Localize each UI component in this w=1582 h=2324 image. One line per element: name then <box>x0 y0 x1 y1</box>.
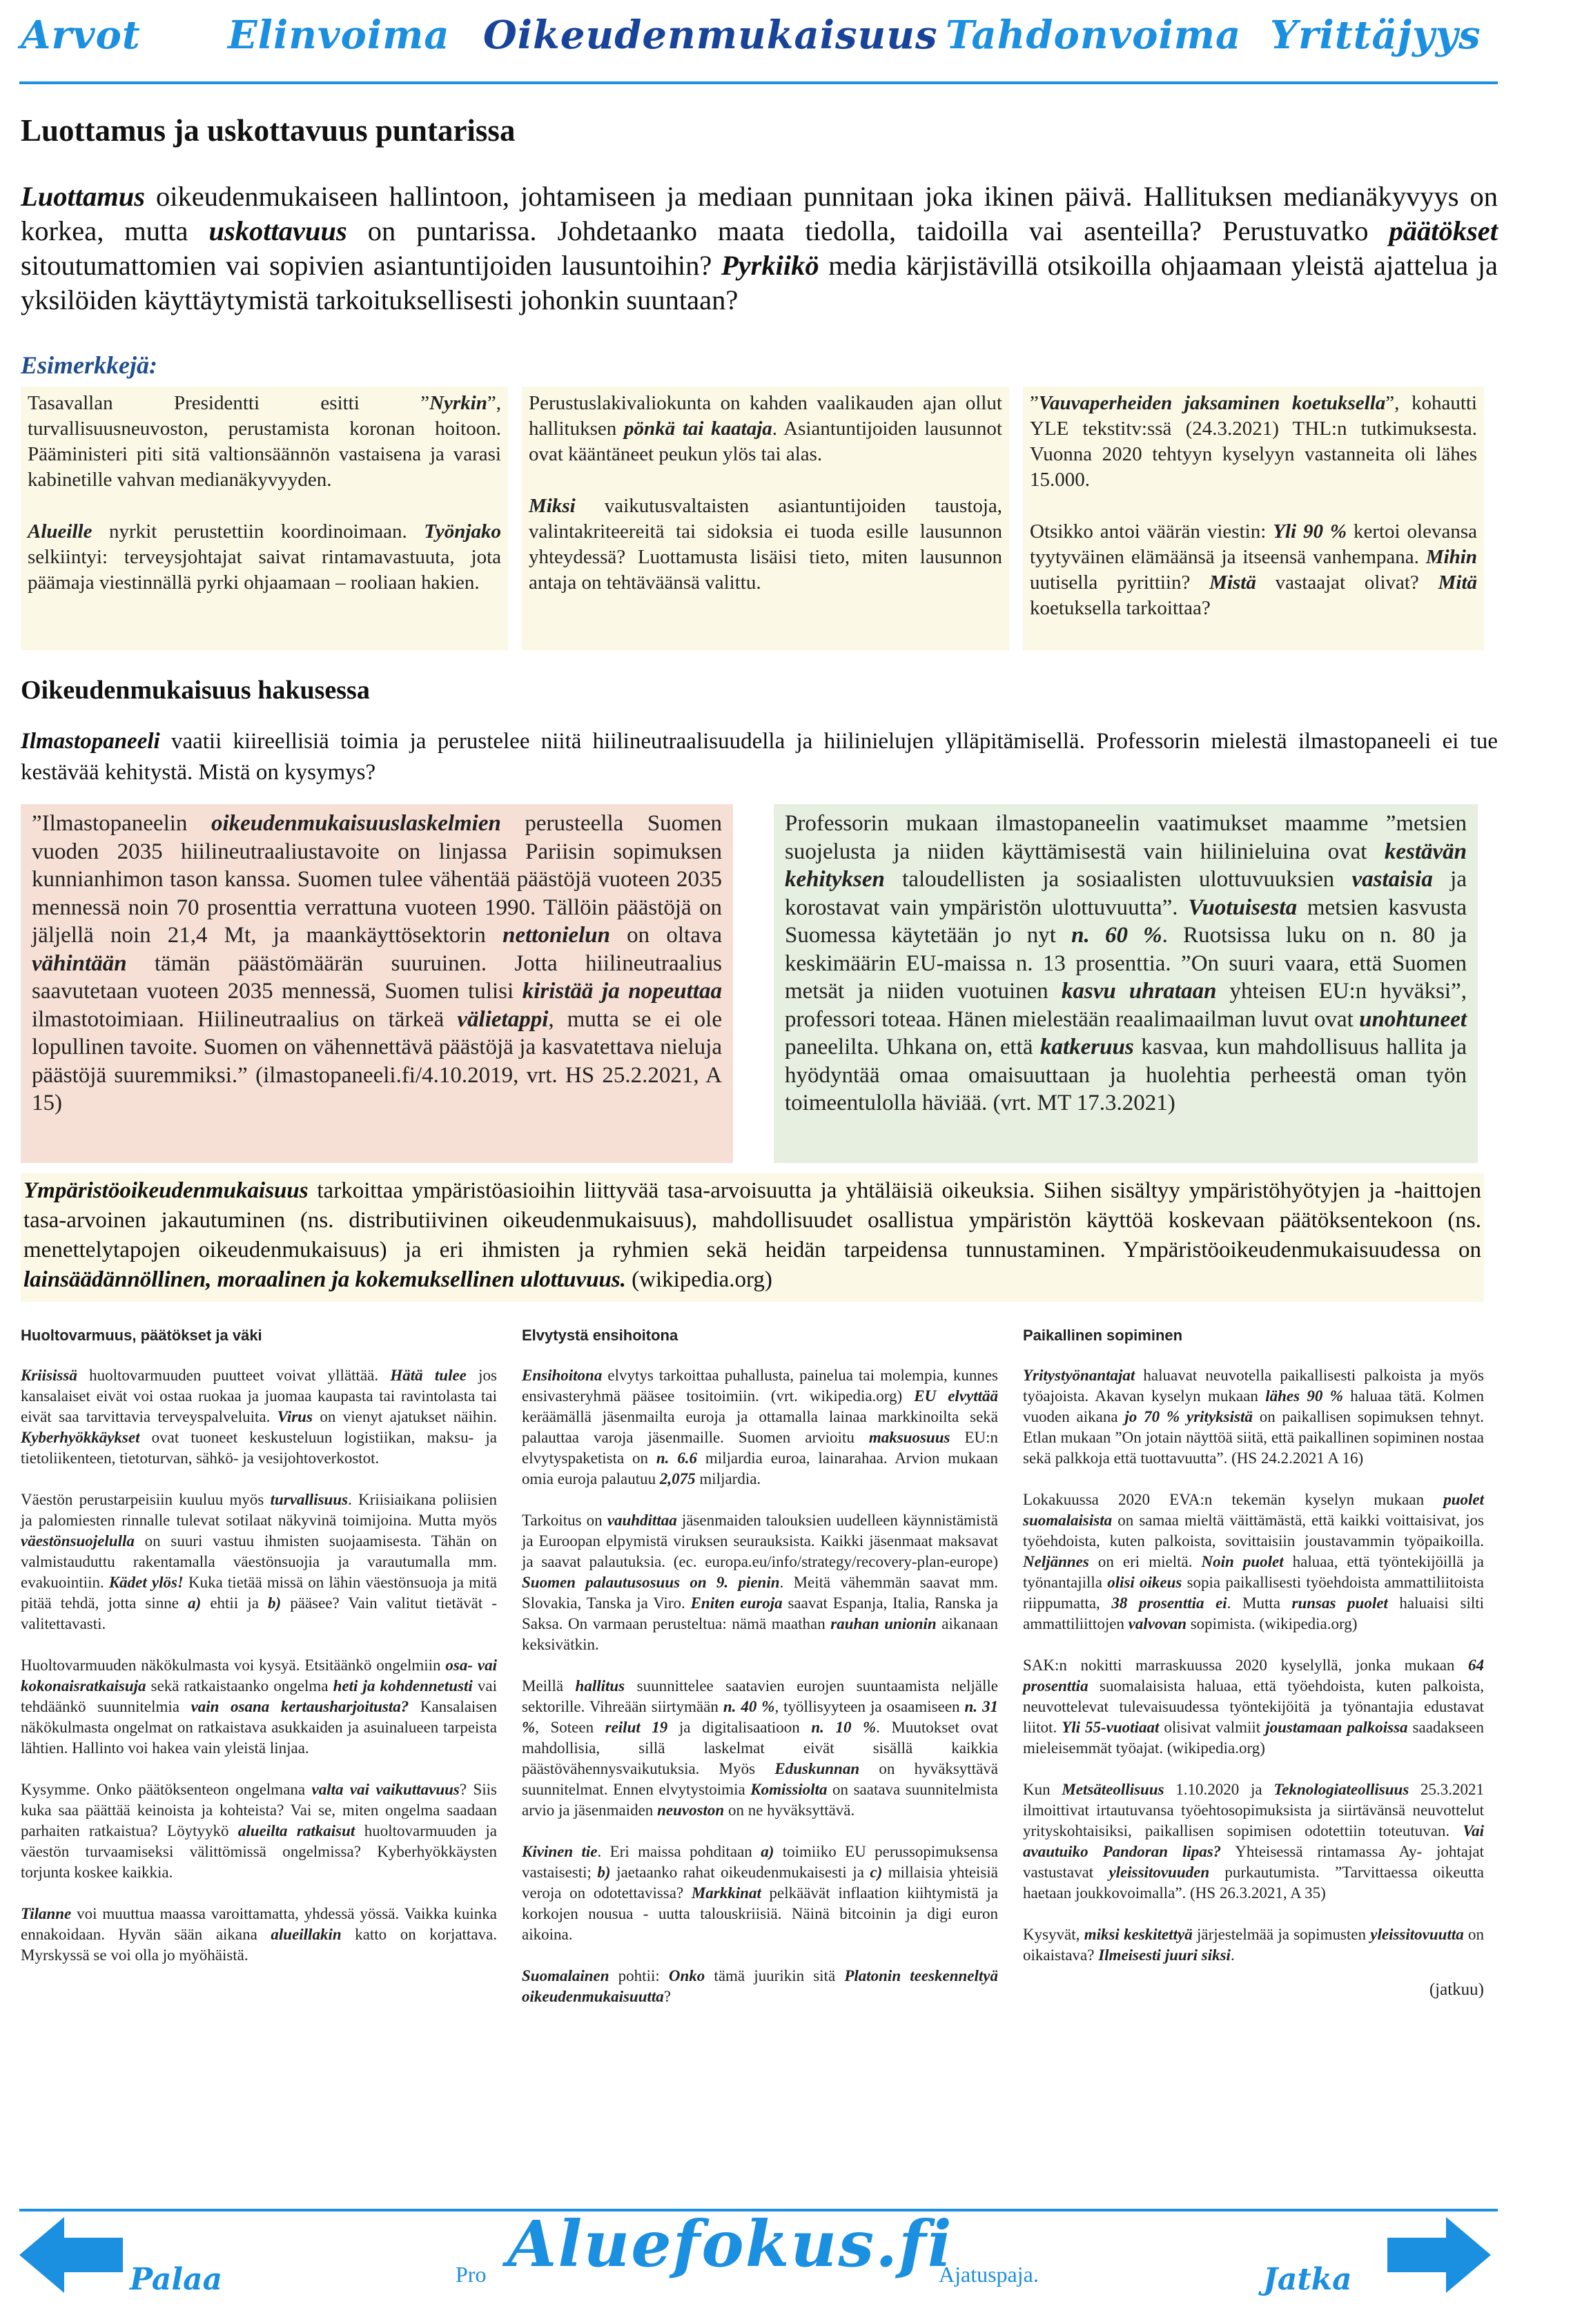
emphasis: uskottavuus <box>208 215 347 246</box>
paragraph: Otsikko antoi väärän viestin: Yli 90 % kertoi olevansa tyytyväinen elämäänsä ja itseensä vanhempana. Mihin uutisella pyrittiin? Mistä vastaajat olivat? Mitä koetuksella tarkoittaa? <box>1030 520 1478 619</box>
emphasis: Teknologiateollisuus <box>1273 1781 1409 1798</box>
emphasis: Vai avautuiko Pandoran lipas? <box>1023 1822 1484 1860</box>
emphasis: Miksi <box>529 495 576 517</box>
paragraph: Miksi vaikutusvaltaisten asiantuntijoiden taustoja, valintakriteereitä tai sidoksia ei tuoda esille lausunnon yhteydessä? Luottamusta lisäisi tieto, miten lausunnon antaja on tehtäväänsä valittu. <box>529 495 1002 594</box>
paragraph: Yritystyönantajat haluavat neuvotella paikallisesti palkoista ja myös työajoista. Akavan kyselyn mukaan lähes 90 % haluaa tätä. Kolmen vuoden aikana jo 70 % yrityksistä on paikallisen sopimuksen tehnyt. Etlan mukaan ”On jotain näyttöä siitä, että paikallinen sopiminen nostaa sekä palkkoja että tuottavuutta”. (HS 24.2.2021 A 16) <box>1023 1367 1485 1467</box>
emphasis: Neljännes <box>1023 1553 1089 1570</box>
paragraph: Kun Metsäteollisuus 1.10.2020 ja Teknologiateollisuus 25.3.2021 ilmoittivat irtautuvansa työehtosopimuksista ja siirtävänsä neuvottelut yrityskohtaisiksi, paikallisen sopimisen odotettiin toteutuvan. Vai avautuiko Pandoran lipas? Yhteisessä rintamassa Ay- johtajat vastustavat yleissitovuuden purkautumista. ”Tarvittaessa oikeutta haetaan joukkovoimalla”. (HS 26.3.2021, A 35) <box>1023 1781 1484 1902</box>
column-title: Paikallinen sopiminen <box>1023 1327 1183 1344</box>
emphasis: neuvoston <box>657 1801 725 1819</box>
emphasis: Yritystyönantajat <box>1023 1367 1135 1384</box>
bottom-column-1 <box>21 1325 497 1986</box>
emphasis: a) <box>188 1594 202 1612</box>
brand-logo: Aluefokus.fi <box>507 2207 953 2281</box>
emphasis: Alueille <box>28 520 92 543</box>
emphasis: Hätä tulee <box>390 1367 467 1384</box>
emphasis: Mistä <box>1209 572 1256 594</box>
emphasis: Onko <box>668 1967 705 1984</box>
column-title: Huoltovarmuus, päätökset ja väki <box>21 1327 262 1344</box>
arrow-left-icon <box>19 2217 123 2293</box>
emphasis: turvallisuus <box>270 1491 349 1508</box>
emphasis: osa- vai kokonaisratkaisuja <box>21 1657 497 1695</box>
emphasis: Eniten euroja <box>690 1594 783 1612</box>
emphasis: hallitus <box>575 1677 625 1695</box>
paragraph: Perustuslakivaliokunta on kahden vaalikauden ajan ollut hallituksen pönkä tai kaataja. Asiantuntijoiden lausunnot ovat kääntäneet peukun ylös tai alas. <box>529 392 1002 465</box>
emphasis: Tilanne <box>21 1905 72 1922</box>
emphasis: lähes 90 % <box>1265 1387 1343 1405</box>
emphasis: runsas puolet <box>1291 1594 1388 1612</box>
emphasis: b) <box>597 1864 611 1881</box>
paragraph: Meillä hallitus suunnittelee saatavien eurojen suuntaamista neljälle sektorille. Vihreään siirtymään n. 40 %, työllisyyteen ja osaamiseen n. 31 %, Soteen reilut 19 ja digitalisaatioon n. 10 %. Muutokset ovat mahdollisia, sillä laskelmat eivät sisällä kaikkia päästövähennysvaikutuksia. Myös Eduskunnan on hyväksyttävä suunnitelmat. Ennen elvytystoimia Komissiolta on saatava suunnitelmista arvio ja jäsenmaiden neuvoston on ne hyväksyttävä. <box>522 1677 999 1819</box>
emphasis: a) <box>761 1843 774 1860</box>
emphasis: vähintään <box>32 950 127 976</box>
bottom-column-3 <box>1023 1325 1484 2000</box>
emphasis: oikeudenmukaisuuslaskelmien <box>211 811 501 836</box>
paragraph: Lokakuussa 2020 EVA:n tekemän kyselyn mukaan puolet suomalaisista on samaa mieltä väittämästä, että kaikki voittaisivat, jos työehdoista, kuten palkoista, sovittaisiin joustavammin työpaikoilla. Neljännes on eri mieltä. Noin puolet haluaa, että työntekijöillä ja työnantajilla olisi oikeus sopia paikallisesti työehdoista ammattiliitoista riippumatta, 38 prosenttia ei. Mutta runsas puolet haluaisi silti ammattiliittojen valvovan sopimista. (wikipedia.org) <box>1023 1491 1485 1632</box>
emphasis: Metsäteollisuus <box>1062 1781 1164 1798</box>
emphasis: Suomalainen <box>522 1967 609 1984</box>
emphasis: yleissitovuutta <box>1370 1926 1464 1943</box>
examples-heading: Esimerkkejä: <box>21 351 157 379</box>
paragraph: ”Vauvaperheiden jaksaminen koetuksella”, kohautti YLE tekstitv:ssä (24.3.2021) THL:n tutkimuksesta. Vuonna 2020 tehtyyn kyselyyn vastanneita oli lähes 15.000. <box>1030 392 1477 491</box>
emphasis: maksuosuus <box>868 1429 950 1446</box>
emphasis: alueilta ratkaisut <box>237 1822 355 1839</box>
emphasis: lainsäädännöllinen, moraalinen ja kokemuksellinen ulottuvuus. <box>23 1267 626 1292</box>
emphasis: Työnjako <box>424 520 501 543</box>
column-body <box>21 1365 497 1966</box>
emphasis: Yli 90 % <box>1273 520 1347 543</box>
environmental-justice-box: Ympäristöoikeudenmukaisuus tarkoittaa ympäristöasioihin liittyvää tasa-arvoisuutta ja yhtäläisiä oikeuksia. Siihen sisältyy ympäristöhyötyjen ja -haittojen tasa-arvoinen jakautuminen (ns. distributiivinen oikeudenmukaisuus), mahdollisuudet osallistua ympäristön käyttöä koskevaan päätöksentekoon (ns. menettelytapojen oikeudenmukaisuus) ja eri ihmisten ja ryhmien sekä heidän tarpeidensa tunnustaminen. Ympäristöoikeudenmukaisuudessa on lainsäädännöllinen, moraalinen ja kokemuksellinen ulottuvuus. (wikipedia.org) <box>21 1173 1484 1302</box>
emphasis: väestönsuojelulla <box>21 1532 135 1550</box>
emphasis: heti ja kohdennetusti <box>333 1677 473 1695</box>
emphasis: n. 60 % <box>1071 923 1162 948</box>
emphasis: Eduskunnan <box>774 1760 860 1777</box>
quote-box-ilmastopaneeli: ”Ilmastopaneelin oikeudenmukaisuuslaskelmien perusteella Suomen vuoden 2035 hiilineutraaliustavoite on linjassa Pariisin sopimuksen kunnianhimon tason kanssa. Suomen tulee vähentää päästöjä vuoteen 2035 mennessä noin 70 prosenttia verrattuna vuoteen 1990. Tällöin päästöjä on jäljellä noin 21,4 Mt, ja maankäyttösektorin nettonielun on oltava vähintään tämän päästömäärän suuruinen. Jotta hiilineutraalius saavutetaan vuoteen 2035 mennessä, Suomen tulisi kiristää ja nopeuttaa ilmastotoimiaan. Hiilineutraalius on tärkeä välietappi, mutta se ei ole lopullinen tavoite. Suomen on vähennettävä päästöjä ja kasvatettava nieluja päästöjä suuremmiksi.” (ilmastopaneeli.fi/4.10.2019, vrt. HS 25.2.2021, A 15) <box>21 804 733 1163</box>
emphasis: vastaisia <box>1351 867 1433 892</box>
example-column-2 <box>522 387 1009 650</box>
emphasis: Markkinat <box>691 1884 761 1902</box>
emphasis: valvovan <box>1128 1615 1186 1632</box>
emphasis: Noin puolet <box>1201 1553 1284 1570</box>
emphasis: valta vai vaikuttavuus <box>311 1781 460 1798</box>
emphasis: Kivinen tie <box>522 1843 598 1860</box>
emphasis: n. 6.6 <box>656 1449 698 1467</box>
paragraph: Ensihoitona elvytys tarkoittaa puhallusta, painelua tai molempia, kunnes ensivasteryhmä pääsee tositoimiin. (vrt. wikipedia.org) EU elvyttää keräämällä jäsenmailta euroja ja ottamalla lainaa markkinoilta sekä palauttaa varoja jäsenmaille. Suomen arvioitu maksuosuus EU:n elvytyspaketista on n. 6.6 miljardia euroa, lainarahaa. Arvion mukaan omia euroja palautuu 2,075 miljardia. <box>522 1367 999 1487</box>
emphasis: b) <box>268 1594 282 1612</box>
paragraph: Väestön perustarpeisiin kuuluu myös turvallisuus. Kriisiaikana poliisien ja palomiesten rinnalle tulevat sotilaat näkyvinä toimijoina. Mutta myös väestönsuojelulla on suuri vastuu ihmisten suojaamisesta. Tähän on valmistauduttu rakentamalla väestönsuojia ja varautumalla mm. evakuointiin. Kädet ylös! Kuka tietää missä on lähin väestönsuoja ja mitä pitää tehdä, jotta sinne a) ehtii ja b) pääsee? Vain valitut tietävät - valitettavasti. <box>21 1491 497 1632</box>
emphasis: miksi keskitettyä <box>1084 1926 1193 1943</box>
emphasis: Kyberhyökkäykset <box>21 1429 140 1446</box>
paragraph: Suomalainen pohtii: Onko tämä juurikin sitä Platonin teeskenneltyä oikeudenmukaisuutta? <box>522 1967 998 2005</box>
emphasis: Virus <box>277 1408 313 1425</box>
emphasis: c) <box>870 1864 883 1881</box>
emphasis: Platonin teeskenneltyä oikeudenmukaisuutta <box>522 1967 998 2005</box>
climate-intro: Ilmastopaneeli vaatii kiireellisiä toimia ja perustelee niitä hiilineutraalisuudella ja hiilinielujen ylläpitämisellä. Professorin mielestä ilmastopaneeli ei tue kestävää kehitystä. Mistä on kysymys? <box>21 729 1498 785</box>
column-body <box>1023 1365 1484 1966</box>
example-column-1 <box>21 387 508 650</box>
nav-elinvoima[interactable]: Elinvoima <box>228 12 450 58</box>
emphasis: Ilmastopaneeli <box>21 729 160 754</box>
emphasis: unohtuneet <box>1359 1006 1467 1032</box>
nav-arvot[interactable]: Arvot <box>21 12 141 58</box>
emphasis: Ympäristöoikeudenmukaisuus <box>23 1178 309 1203</box>
nav-oikeudenmukaisuus[interactable]: Oikeudenmukaisuus <box>483 12 938 58</box>
paragraph: Tilanne voi muuttua maassa varoittamatta, yhdessä yössä. Vaikka kuinka ennakoidaan. Hyvän sään aikana alueillakin katto on korjattava. Myrskyssä se voi olla jo myöhäistä. <box>21 1905 497 1964</box>
section-title-luottamus: Luottamus ja uskottavuus puntarissa <box>21 113 516 148</box>
emphasis: Komissiolta <box>750 1781 828 1798</box>
emphasis: vauhdittaa <box>607 1512 677 1529</box>
quote-box-professor: Professorin mukaan ilmastopaneelin vaatimukset maamme ”metsien suojelusta ja niiden käyttämisestä vain hiilinieluina ovat kestävän kehityksen taloudellisten ja sosiaalisten ulottuvuuksien vastaisia ja korostavat vain ympäristön ulottuvuutta”. Vuotuisesta metsien kasvusta Suomessa käytetään jo nyt n. 60 %. Ruotsissa luku on n. 80 ja keskimäärin EU-maissa n. 13 prosenttia. ”On suuri vaara, että Suomen metsät ja niiden vuotuinen kasvu uhrataan yhteisen EU:n hyväksi”, professori toteaa. Hänen mielestään reaalimaailman luvut ovat unohtuneet paneelilta. Uhkana on, että katkeruus kasvaa, kun mahdollisuus hallita ja hyödyntää omaa omaisuuttaan ja huolehtia perheestä oman työn toimeentulolla häviää. (vrt. MT 17.3.2021) <box>774 804 1478 1163</box>
emphasis: n. 31 % <box>522 1698 999 1736</box>
emphasis: yleissitovuuden <box>1109 1864 1210 1881</box>
continues-note: (jatkuu) <box>1429 1980 1484 1999</box>
emphasis: kestävän kehityksen <box>785 839 1467 892</box>
footer-ajatuspaja: Ajatuspaja. <box>939 2262 1039 2287</box>
emphasis: rauhan unionin <box>830 1615 937 1632</box>
paragraph: Kysymme. Onko päätöksenteon ongelmana valta vai vaikuttavuus? Siis kuka saa päättää keinoista ja kohteista? Vai se, miten ongelma saadaan parhaiten ratkaistua? Löytyykö alueilta ratkaisut huoltovarmuuden ja väestön turvaamiseksi välittömissä ongelmissa? Kyberhyökkäysten torjunta koskee kaikkia. <box>21 1781 498 1881</box>
column-title: Elvytystä ensihoitona <box>522 1327 678 1344</box>
emphasis: Mitä <box>1438 572 1478 594</box>
bottom-column-2 <box>522 1325 998 2028</box>
emphasis: päätökset <box>1389 215 1498 246</box>
emphasis: Pyrkiikö <box>721 250 819 281</box>
footer-brand[interactable] <box>456 2207 1077 2309</box>
paragraph: Kriisissä huoltovarmuuden puutteet voivat yllättää. Hätä tulee jos kansalaiset eivät voi ostaa ruokaa ja juomaa kaupasta tai ravintolasta tai eivät saa tarvittavia terveyspalveluita. Virus on vienyt ajatukset näihin. Kyberhyökkäykset ovat tuoneet keskusteluun logistiikan, maksu- ja tietoliikenteen, tietoturvan, sähkö- ja vesijohtoverkostot. <box>21 1367 497 1467</box>
emphasis: Ensihoitona <box>522 1367 603 1384</box>
nav-tahdonvoima[interactable]: Tahdonvoima <box>946 12 1242 58</box>
emphasis: välietappi <box>457 1006 549 1032</box>
emphasis: EU elvyttää <box>914 1387 999 1405</box>
emphasis: Mihin <box>1425 546 1477 568</box>
paragraph: Kysyvät, miksi keskitettyä järjestelmää ja sopimusten yleissitovuutta on oikaistava? Ilmeisesti juuri siksi. <box>1023 1926 1485 1964</box>
emphasis: Ilmeisesti juuri siksi <box>1098 1946 1231 1964</box>
emphasis: katkeruus <box>1039 1035 1134 1060</box>
emphasis: jo 70 % yrityksistä <box>1124 1408 1253 1425</box>
emphasis: reilut 19 <box>605 1719 668 1736</box>
next-button[interactable] <box>1263 2217 1491 2314</box>
column-body <box>522 1365 998 2007</box>
emphasis: Kädet ylös! <box>108 1574 184 1591</box>
nav-yrittajyys[interactable]: Yrittäjyys <box>1270 12 1481 58</box>
emphasis: 2,075 <box>659 1470 696 1487</box>
next-label: Jatka <box>1263 2262 1352 2297</box>
paragraph: Kivinen tie. Eri maissa pohditaan a) toimiiko EU perussopimuksensa vastaisesti; b) jaetaanko rahat oikeudenmukaisesti ja c) millaisia yhteisiä veroja on odotettavissa? Markkinat pelkäävät inflaation kiihtymistä ja korkojen nousua - uutta talouskriisiä. Näinä bitcoinin ja digi euron aikoina. <box>522 1843 998 1943</box>
emphasis: 38 prosenttia ei <box>1111 1594 1227 1612</box>
emphasis: puolet suomalaisista <box>1023 1491 1484 1529</box>
example-column-3 <box>1023 387 1484 650</box>
emphasis: kasvu uhrataan <box>1061 979 1217 1004</box>
emphasis: 64 prosenttia <box>1023 1657 1484 1695</box>
emphasis: n. 10 % <box>811 1719 877 1736</box>
emphasis: Kriisissä <box>21 1367 77 1384</box>
emphasis: olisi oikeus <box>1107 1574 1182 1591</box>
paragraph: Alueille nyrkit perustettiin koordinoimaan. Työnjako selkiintyi: terveysjohtajat saivat rintamavastuuta, jota päämaja viestinnällä pyrki ohjaamaan – rooliaan hakien. <box>28 520 501 594</box>
emphasis: joustamaan palkoissa <box>1265 1719 1408 1736</box>
emphasis: Vauvaperheiden jaksaminen koetuksella <box>1038 392 1386 414</box>
emphasis: alueillakin <box>271 1926 342 1943</box>
emphasis: kiristää ja nopeuttaa <box>522 979 722 1004</box>
paragraph: Tarkoitus on vauhdittaa jäsenmaiden talouksien uudelleen käynnistämistä ja Euroopan elpymistä viruksen seurauksista. Kaikki jäsenmaat maksavat ja saavat palautuksia. (ec. europa.eu/info/strategy/recovery-plan-europe) Suomen palautusosuus on 9. pienin. Meitä vähemmän saavat mm. Slovakia, Tanska ja Viro. Eniten euroja saavat Espanja, Italia, Ranska ja Saksa. On varmaan perusteltua: nämä maathan rauhan unionin aikanaan keksivätkin. <box>522 1512 998 1653</box>
emphasis: Vuotuisesta <box>1188 895 1298 920</box>
emphasis: vain osana kertausharjoitusta? <box>191 1698 409 1715</box>
paragraph: Tasavallan Presidentti esitti ”Nyrkin”, turvallisuusneuvoston, perustamista koronan hoitoon. Pääministeri piti sitä valtionsäännön vastaisena ja varasi kabinetille vahvan medianäkyvyyden. <box>28 392 501 491</box>
back-button[interactable] <box>19 2217 240 2314</box>
intro-paragraph: Luottamus oikeudenmukaiseen hallintoon, johtamiseen ja mediaan punnitaan joka ikinen päivä. Hallituksen medianäkyvyys on korkea, mutta uskottavuus on puntarissa. Johdetaanko maata tiedolla, taidoilla vai asenteilla? Perustuvatko päätökset sitoutumattomien vai sopivien asiantuntijoiden lausuntoihin? Pyrkiikö media kärjistävillä otsikoilla ohjaamaan yleistä ajattelua ja yksilöiden käyttäytymistä tarkoituksellisesti johonkin suuntaan? <box>21 181 1498 315</box>
emphasis: Suomen palautusosuus on 9. pienin <box>522 1574 780 1591</box>
emphasis: n. 40 % <box>723 1698 775 1715</box>
emphasis: Yli 55-vuotiaat <box>1062 1719 1160 1736</box>
paragraph: SAK:n nokitti marraskuussa 2020 kyselyllä, jonka mukaan 64 prosenttia suomalaisista haluaa, että työehdoista, kuten palkoista, neuvottelevat tulevaisuudessa työntekijöitä ja työnantajia edustavat liitot. Yli 55-vuotiaat olisivat valmiit joustamaan palkoissa saadakseen mieleisemmät työajat. (wikipedia.org) <box>1023 1657 1484 1757</box>
header-rule <box>19 81 1498 84</box>
emphasis: nettonielun <box>502 923 610 948</box>
emphasis: pönkä tai kaataja <box>623 418 772 440</box>
emphasis: Luottamus <box>21 181 146 212</box>
emphasis: Nyrkin <box>429 392 487 414</box>
back-label: Palaa <box>130 2262 223 2297</box>
paragraph: Huoltovarmuuden näkökulmasta voi kysyä. Etsitäänkö ongelmiin osa- vai kokonaisratkaisuja sekä ratkaistaanko ongelma heti ja kohdennetusti vai tehdäänkö suunnitelmia vain osana kertausharjoitusta? Kansalaisen näkökulmasta ongelmat on ratkaistava asukkaiden ja asuinalueen tarpeista lähtien. Hallinto voi hakea vain yleistä linjaa. <box>21 1657 497 1757</box>
arrow-right-icon <box>1387 2217 1491 2293</box>
section-title-oikeudenmukaisuus: Oikeudenmukaisuus hakusessa <box>21 676 370 705</box>
footer-pro: Pro <box>456 2262 487 2287</box>
